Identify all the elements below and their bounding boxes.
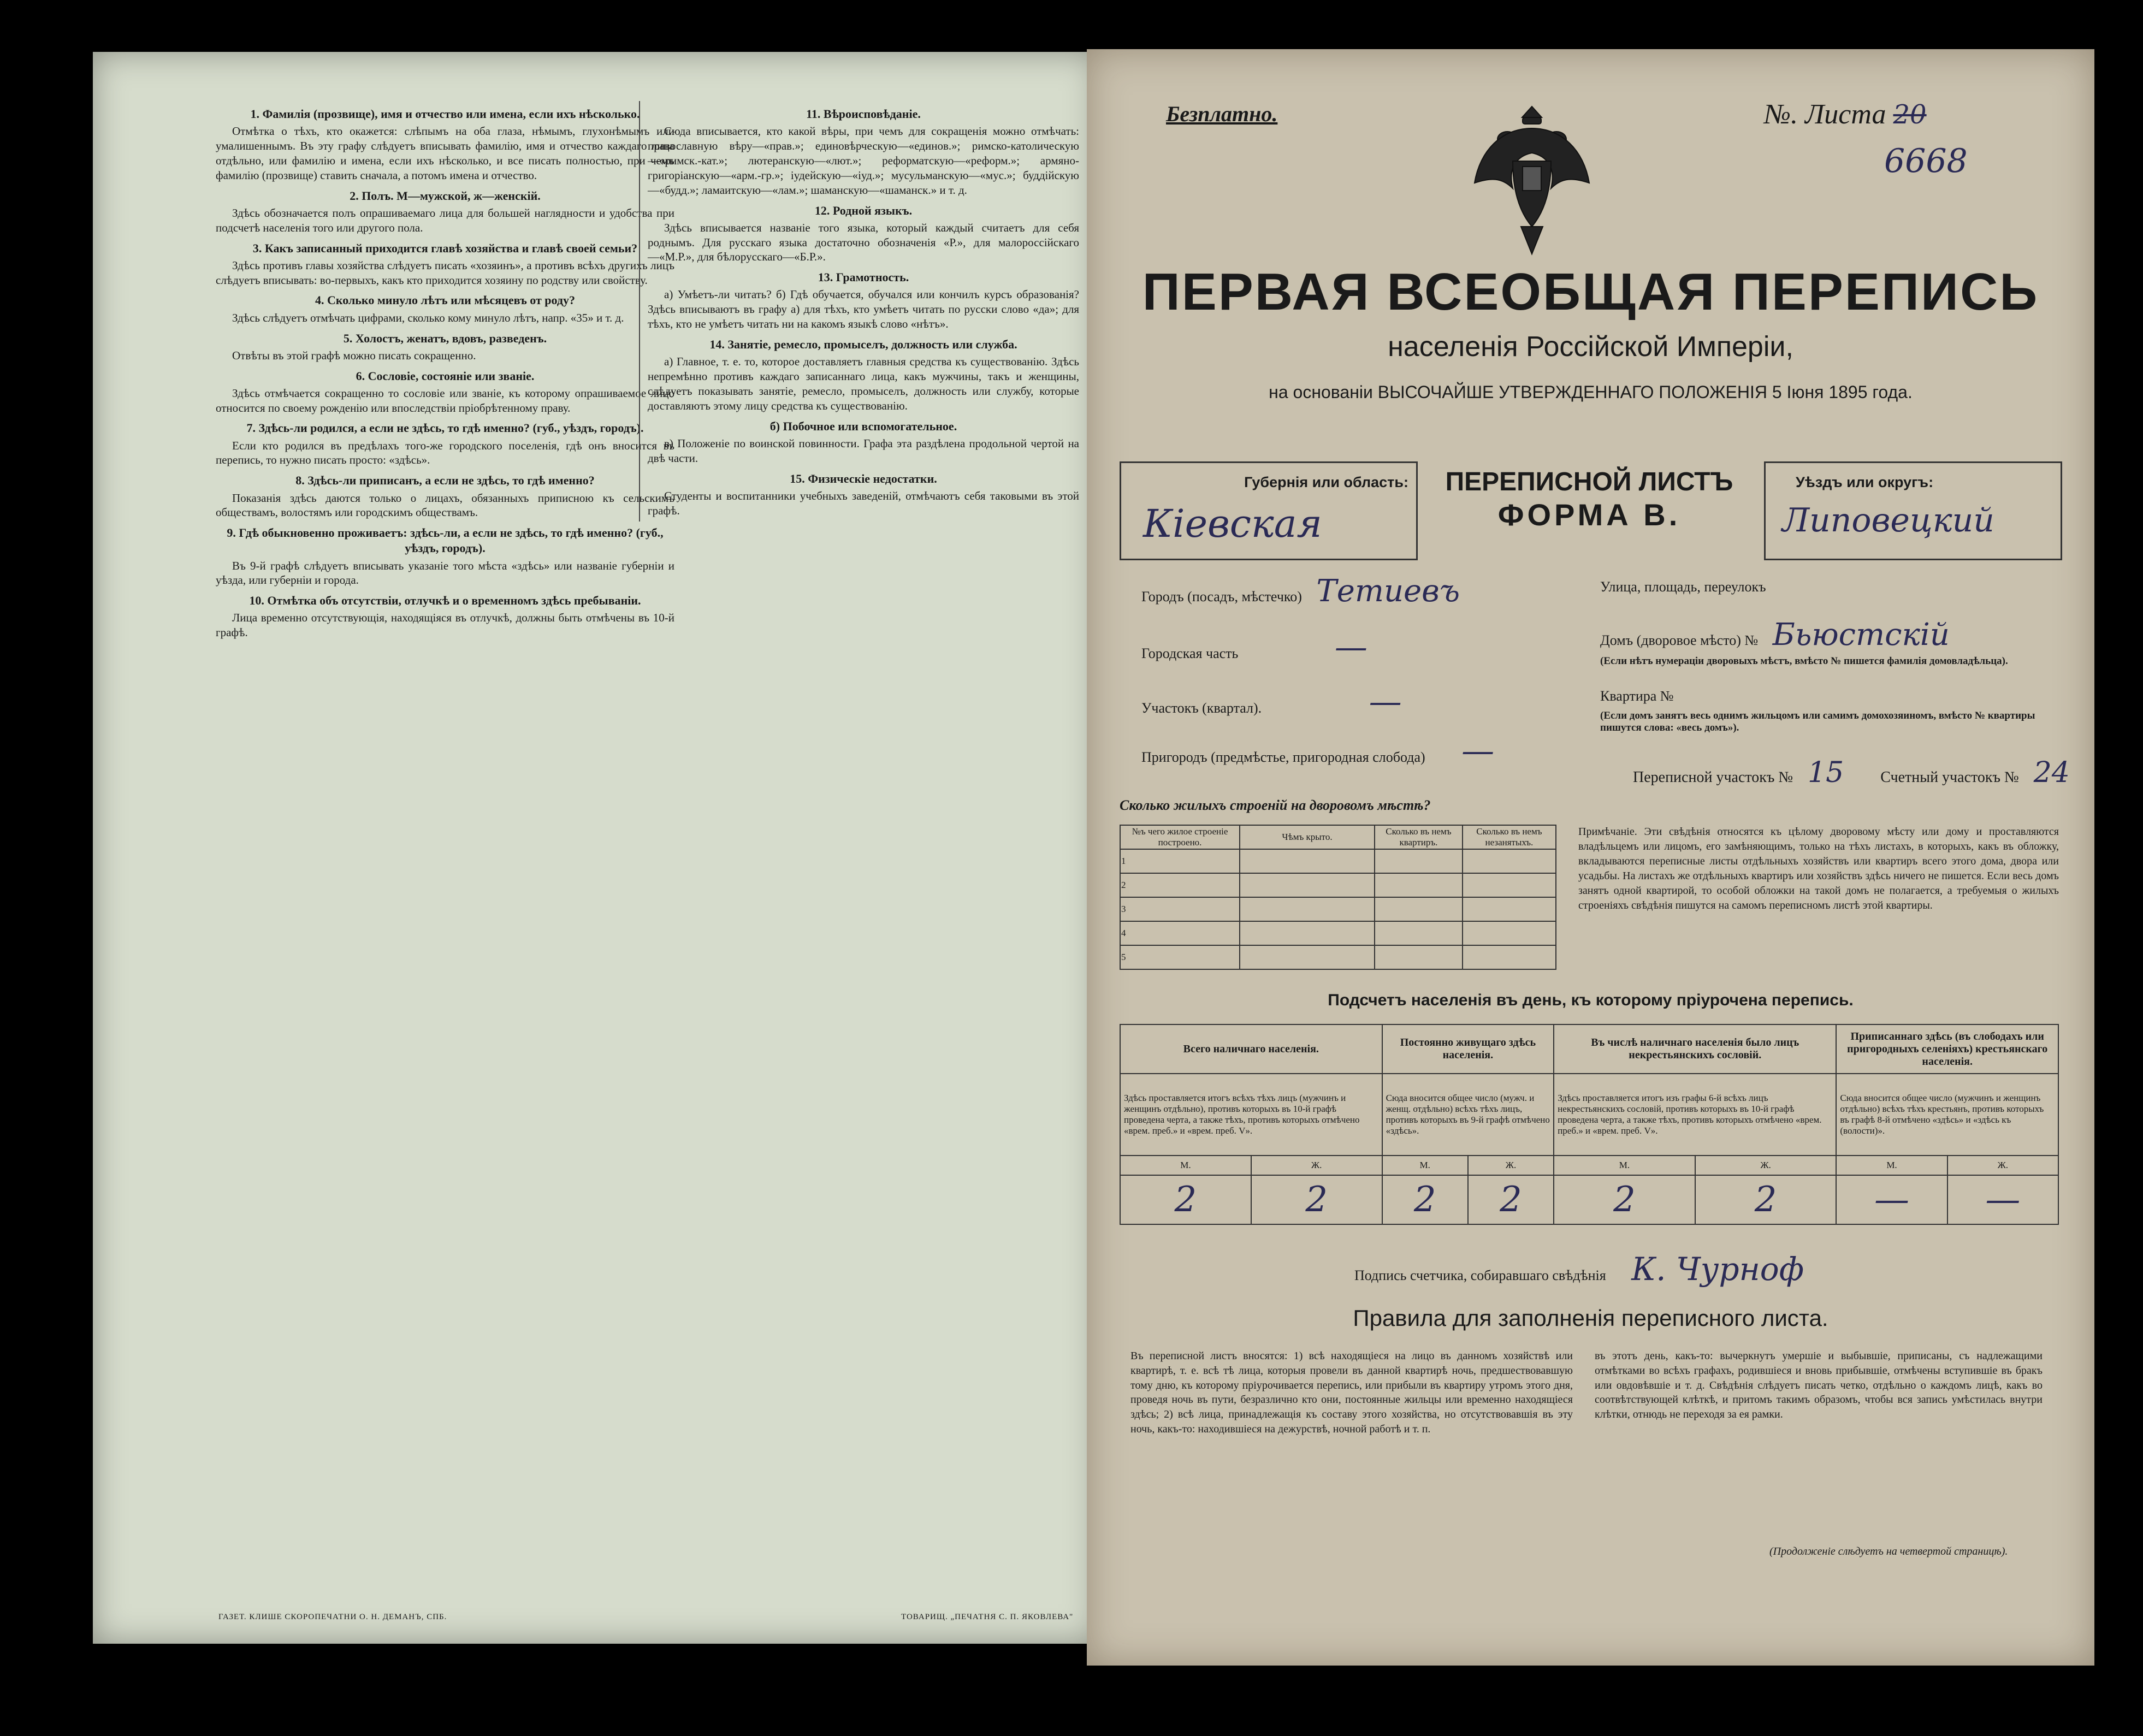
section-text: Здѣсь слѣдуетъ отмѣчать цифрами, сколько кому минуло лѣтъ, напр. «35» и т. д.	[232, 311, 624, 324]
table-cell	[1375, 921, 1463, 945]
section-text: Лица временно отсутствующія, находящіяся въ отлучкѣ, должны быть отмѣчены въ 10-й графѣ.	[216, 611, 674, 639]
section-14b	[648, 419, 1079, 466]
table-cell	[1240, 849, 1375, 873]
uezd-label: Уѣздъ или округъ:	[1796, 474, 1934, 490]
rules-title: Правила для заполненія переписного листа.	[1353, 1305, 1828, 1331]
sex-header-cell: Ж.	[1695, 1156, 1837, 1175]
section-heading: 11. Вѣроисповѣданіе.	[806, 107, 921, 121]
tally-note-cell: Сюда вносится общее число (мужч. и женщ. отдѣльно) всѣхъ тѣхъ лицъ, противъ которыхъ въ 9-й графѣ отмѣчено «здѣсь».	[1382, 1074, 1554, 1156]
table-header-cell: Сколько въ немъ квартиръ.	[1375, 825, 1463, 849]
city-field	[1141, 573, 1460, 609]
table-header-row	[1120, 825, 1556, 849]
section-4	[216, 293, 674, 325]
section-2	[216, 188, 674, 235]
section-heading: 12. Родной языкъ.	[814, 203, 913, 217]
section-heading: 10. Отмѣтка объ отсутствіи, отлучкѣ и о временномъ здѣсь пребываніи.	[249, 594, 641, 608]
tally-note-cell: Здѣсь проставляется итогъ всѣхъ тѣхъ лицъ (мужчинъ и женщинъ отдѣльно), противъ которыхъ въ 10-й графѣ проведена черта, а также тѣхъ, противъ которыхъ отмѣчено «врем. преб.» и «врем. преб. V».	[1120, 1074, 1382, 1156]
section-text: Сюда вписывается, кто какой вѣры, при чемъ для сокращенія можно отмѣчать: православную вѣру—«прав.»; единовѣрческую—«единов.»; римско-католическую—«римск.-кат.»; лютеранскую—«лют.»; реформатскую—«реформ.»; армяно-григоріанскую—«арм.-гр.»; іудейскую—«іуд.»; мусульманскую—«мус.»; буддійскую—«будд.»; ламаитскую—«лам.»; шаманскую—«шаманск.» и т. д.	[648, 125, 1079, 197]
suburb-value: —	[1461, 732, 1495, 770]
rules-text-right: въ этотъ день, какъ-то: вычеркнутъ умершіе и выбывшіе, приписаны, съ надлежащими отмѣтками во всѣхъ графахъ, родившіеся и вновь прибывшіе, отмѣчены вступившіе въ бракъ или овдовѣвшіе и т. д. Свѣдѣнія слѣдуетъ писать четко, отдѣльно о каждомъ лицѣ, какъ во соотвѣтствующей клѣткѣ, и притомъ такимъ образомъ, чтобы вся запись умѣстилась внутри клѣтки, отнюдь не переходя за ея рамки.	[1595, 1350, 2043, 1421]
section-heading: 7. Здѣсь-ли родился, а если не здѣсь, то гдѣ именно? (губ., уѣздъ, городъ).	[246, 421, 644, 435]
tally-sex-row	[1120, 1156, 2058, 1175]
table-cell	[1375, 873, 1463, 897]
tally-note-cell: Сюда вносится общее число (мужчинъ и женщинъ отдѣльно) всѣхъ тѣхъ крестьянъ, противъ которыхъ въ графѣ 8-й отмѣчено «здѣсь» и «здѣсь къ (волости)».	[1836, 1074, 2058, 1156]
continued-note: (Продолженіе слѣдуетъ на четвертой страницѣ).	[1769, 1545, 2008, 1557]
section-heading: 15. Физическіе недостатки.	[790, 471, 937, 485]
buildings-question: Сколько жилыхъ строеній на дворовомъ мѣстѣ?	[1120, 797, 1431, 813]
tally-value-cell: 2	[1382, 1175, 1468, 1224]
form-header	[1414, 461, 1764, 557]
section-text: а) Умѣетъ-ли читать? б) Гдѣ обучается, обучался или кончилъ курсъ образованія? Здѣсь вписываютъ въ графу а) для тѣхъ, кто умѣетъ читать по русски слово «да»; для тѣхъ, кто не умѣетъ читать ни на какомъ языкѣ слово «нѣтъ».	[648, 288, 1079, 331]
table-header-cell: Чѣмъ крыто.	[1240, 825, 1375, 849]
table-cell	[1240, 897, 1375, 921]
tally-value-cell: 2	[1695, 1175, 1837, 1224]
count-district-label: Счетный участокъ №	[1880, 769, 2019, 786]
free-label: Безплатно.	[1166, 102, 1278, 126]
tally-value-cell: 2	[1468, 1175, 1554, 1224]
sheet-number-label: №. Листа	[1764, 99, 1886, 130]
census-district-label: Переписной участокъ №	[1633, 769, 1793, 786]
suburb-field	[1141, 732, 1494, 770]
sex-header-cell: Ж.	[1947, 1156, 2058, 1175]
table-cell	[1463, 921, 1556, 945]
census-district-value: 15	[1808, 756, 1844, 789]
tally-title: Подсчетъ населенія въ день, къ которому пріурочена перепись.	[1328, 991, 1854, 1009]
street-label: Улица, площадь, переулокъ	[1600, 579, 1766, 595]
section-label: Участокъ (квартал).	[1141, 700, 1262, 716]
sex-header-cell: М.	[1120, 1156, 1251, 1175]
table-cell	[1375, 897, 1463, 921]
row-number: 1	[1120, 849, 1240, 873]
tally-header-cell: Всего наличнаго населенія.	[1120, 1024, 1382, 1074]
section-heading: б) Побочное или вспомогательное.	[769, 419, 957, 433]
section-heading: 13. Грамотность.	[818, 270, 909, 285]
section-text: Здѣсь отмѣчается сокращенно то сословіе или званіе, къ которому опрашиваемое лицо относится по своему рожденію или впоследствіи пріобрѣтенному праву.	[216, 386, 674, 414]
section-5	[216, 331, 674, 363]
section-heading: 3. Какъ записанный приходится главѣ хозяйства и главѣ своей семьи?	[252, 241, 638, 255]
tally-value-cell: 2	[1554, 1175, 1695, 1224]
printer-imprint-left: ГАЗЕТ. КЛИШЕ СКОРОПЕЧАТНИ О. Н. ДЕМАНЪ, СПБ.	[218, 1613, 447, 1621]
tally-value-cell: —	[1836, 1175, 1947, 1224]
tally-header-cell: Постоянно живущаго здѣсь населенія.	[1382, 1024, 1554, 1074]
sheet-number-handwritten: 6668	[1884, 142, 1968, 180]
count-district-value: 24	[2033, 756, 2070, 789]
house-note: (Если нѣтъ нумераціи дворовыхъ мѣстъ, вмѣсто № пишется фамилія домовладѣльца).	[1600, 655, 2008, 667]
tally-values-row	[1120, 1175, 2058, 1224]
section-11	[648, 106, 1079, 198]
row-number: 5	[1120, 945, 1240, 969]
tally-notes-row	[1120, 1074, 2058, 1156]
section-field	[1141, 683, 1402, 721]
section-9	[216, 525, 674, 588]
sex-header-cell: Ж.	[1468, 1156, 1554, 1175]
section-8	[216, 473, 674, 520]
sex-header-cell: М.	[1836, 1156, 1947, 1175]
gubernia-label: Губернія или область:	[1244, 474, 1408, 490]
section-14	[648, 337, 1079, 413]
section-heading: 2. Полъ. М—мужской, ж—женскій.	[350, 188, 541, 203]
buildings-table	[1120, 825, 1556, 970]
section-12	[648, 203, 1079, 265]
street-field	[1600, 579, 1766, 595]
section-text: Если кто родился въ предѣлахъ того-же городского поселенія, гдѣ онъ вносится въ перепись, то нужно писать просто: «здѣсь».	[216, 439, 674, 467]
city-part-field	[1141, 628, 1368, 666]
tally-value-cell: —	[1947, 1175, 2058, 1224]
signature-value: К. Чурноф	[1631, 1251, 1804, 1288]
tally-note-cell: Здѣсь проставляется итогъ изъ графы 6-й всѣхъ лицъ некрестьянскихъ сословій, противъ которыхъ въ 10-й графѣ проведена черта, а также тѣхъ, противъ которыхъ отмѣчено «врем. преб.» и «врем. преб. V».	[1554, 1074, 1836, 1156]
sex-header-cell: Ж.	[1251, 1156, 1382, 1175]
signature-field	[1354, 1251, 1804, 1288]
section-6	[216, 369, 674, 416]
instructions-column-2	[639, 101, 1079, 522]
sex-header-cell: М.	[1554, 1156, 1695, 1175]
section-heading: 6. Сословіе, состояніе или званіе.	[356, 369, 535, 383]
section-heading: 14. Занятіе, ремесло, промыселъ, должность или служба.	[709, 337, 1017, 352]
table-row	[1120, 945, 1556, 969]
apartment-label: Квартира №	[1600, 688, 1674, 704]
house-value: Бьюстскій	[1772, 617, 1950, 653]
buildings-note: Примѣчаніе. Эти свѣдѣнія относятся къ цѣлому дворовому мѣсту или дому и проставляются владѣльцемъ или лицомъ, его замѣняющимъ, только на тѣхъ листахъ, в которыхъ, какъ въ обложку, вкладываются переписные листы отдѣльныхъ хозяйствъ или квартиръ всего этого дома, двора или усадьбы. На листахъ же отдѣльныхъ квартиръ или хозяйствъ здѣсь ничего не пишется. Если весь домъ занятъ одной квартирой, то особой обложки на такой домъ не полагается, а требуемыя о жилыхъ строеніяхъ свѣдѣнія пишутся на самомъ переписномъ листѣ этой квартиры.	[1578, 826, 2059, 911]
section-value: —	[1369, 683, 1402, 721]
row-number: 3	[1120, 897, 1240, 921]
signature-label: Подпись счетчика, собиравшаго свѣдѣнія	[1354, 1267, 1606, 1283]
section-1	[216, 106, 674, 183]
sheet-number-value: 20	[1893, 99, 1927, 130]
section-10	[216, 593, 674, 640]
section-text: Показанія здѣсь даются только о лицахъ, обязанныхъ приписною къ сельскимъ обществамъ, волостямъ или городскимъ обществамъ.	[216, 491, 674, 519]
suburb-label: Пригородъ (предмѣстье, пригородная слобода)	[1141, 749, 1425, 765]
sex-header-cell: М.	[1382, 1156, 1468, 1175]
apartment-note: (Если домъ занятъ весь однимъ жильцомъ или самимъ домохозяиномъ, вмѣсто № квартиры пишутся слова: «весь домъ»).	[1600, 710, 2035, 733]
section-text: Отмѣтка о тѣхъ, кто окажется: слѣпымъ на оба глаза, нѣмымъ, глухонѣмымъ или умалишеннымъ. Въ эту графу слѣдуетъ вписывать фамилію, имя и отчество каждаго лица отдѣльно, или фамилію и имена, если ихъ нѣсколько, и все писать полностью, при чемъ фамилію (прозвище) ставить сначала, а потомъ имена и отчество.	[216, 125, 674, 182]
table-cell	[1463, 945, 1556, 969]
row-number: 2	[1120, 873, 1240, 897]
house-field	[1600, 617, 1950, 653]
table-cell	[1240, 921, 1375, 945]
section-text: Студенты и воспитанники учебныхъ заведеній, отмѣчаютъ себя таковыми въ этой графѣ.	[648, 489, 1079, 517]
section-heading: 1. Фамилія (прозвище), имя и отчество или имена, если ихъ нѣсколько.	[250, 107, 640, 121]
section-7	[216, 420, 674, 467]
table-row	[1120, 849, 1556, 873]
tally-value-cell: 2	[1120, 1175, 1251, 1224]
section-text: Здѣсь вписывается названіе того языка, который каждый считаетъ для себя роднымъ. Для русскаго языка достаточно обозначенія «Р.», для малороссійскаго—«М.Р.», для бѣлорусскаго—«Б.Р.».	[648, 221, 1079, 264]
census-subtitle: населенія Россійской Имперіи,	[1388, 331, 1793, 363]
table-cell	[1463, 849, 1556, 873]
right-page	[1087, 49, 2094, 1666]
city-label: Городъ (посадъ, мѣстечко)	[1141, 589, 1302, 605]
apartment-field	[1600, 688, 1674, 704]
city-part-value: —	[1334, 628, 1368, 666]
census-district-field	[1633, 756, 2070, 789]
tally-header-cell: Приписаннаго здѣсь (въ слободахъ или пригородныхъ селеніяхъ) крестьянскаго населенія.	[1836, 1024, 2058, 1074]
section-heading: 8. Здѣсь-ли приписанъ, а если не здѣсь, то гдѣ именно?	[295, 473, 595, 488]
tally-header-row	[1120, 1024, 2058, 1074]
table-cell	[1375, 849, 1463, 873]
section-text: Отвѣты въ этой графѣ можно писать сокращенно.	[232, 348, 476, 362]
section-text: а) Главное, т. е. то, которое доставляетъ главныя средства къ существованію. Здѣсь непремѣнно противъ каждаго записаннаго лица, какъ мужчины, такъ и женщины, слѣдуетъ показывать занятіе, ремесло, промыселъ, должность или службу, которые доставляютъ этому лицу средства къ существованію.	[648, 355, 1079, 412]
census-title: ПЕРВАЯ ВСЕОБЩАЯ ПЕРЕПИСЬ	[1142, 263, 2039, 321]
census-decree: на основаніи ВЫСОЧАЙШЕ УТВЕРЖДЕННАГО ПОЛОЖЕНІЯ 5 Іюня 1895 года.	[1269, 382, 1913, 402]
section-heading: 9. Гдѣ обыкновенно проживаетъ: здѣсь-ли, а если не здѣсь, то гдѣ именно? (губ., уѣздъ, городъ).	[227, 526, 664, 555]
form-title: ПЕРЕПИСНОЙ ЛИСТЪ	[1445, 467, 1733, 496]
imperial-eagle-emblem	[1469, 96, 1595, 259]
gubernia-value: Кіевская	[1143, 501, 1322, 546]
section-heading: 4. Сколько минуло лѣтъ или мѣсяцевъ от роду?	[315, 293, 576, 307]
rules-text-left: Въ переписной листъ вносятся: 1) всѣ находящіеся на лицо въ данномъ хозяйствѣ или квартирѣ, т. е. всѣ тѣ лица, которыя провели въ данной квартирѣ ночь, предшествовавшую тому дню, къ которому пріурочивается перепись, или прибыли въ квартиру утромъ этого дня, проведя ночь въ пути, безразлично кто они, постоянные жильцы или временно находящіеся здѣсь; 2) всѣ лица, принадлежащія къ составу этого хозяйства, но отсутствовавшія въ эту ночь, какъ-то: находившіеся на дежурствѣ, ночной работѣ и т. п.	[1130, 1350, 1573, 1435]
sheet-number	[1764, 98, 1927, 131]
section-3	[216, 241, 674, 288]
left-page	[93, 52, 1098, 1644]
gubernia-box	[1120, 461, 1418, 560]
uezd-box	[1764, 461, 2062, 560]
instructions-column-1	[216, 101, 674, 643]
section-text: в) Положеніе по воинской повинности. Графа эта раздѣлена продольной чертой на двѣ части.	[648, 436, 1079, 465]
table-header-cell: Сколько въ немъ незанятыхъ.	[1463, 825, 1556, 849]
table-cell	[1240, 945, 1375, 969]
table-cell	[1463, 897, 1556, 921]
city-value: Тетиевъ	[1316, 573, 1460, 609]
printer-imprint-right: ТОВАРИЩ. „ПЕЧАТНЯ С. П. ЯКОВЛЕВА"	[901, 1613, 1074, 1621]
section-text: Въ 9-й графѣ слѣдуетъ вписывать указаніе того мѣста «здѣсь» или названіе губерніи и уѣзда, или губерніи и города.	[216, 559, 674, 587]
section-heading: 5. Холостъ, женатъ, вдовъ, разведенъ.	[343, 331, 547, 345]
tally-header-cell: Въ числѣ наличнаго населенія было лицъ некрестьянскихъ сословій.	[1554, 1024, 1836, 1074]
table-cell	[1240, 873, 1375, 897]
table-row	[1120, 873, 1556, 897]
table-cell	[1375, 945, 1463, 969]
house-label: Домъ (дворовое мѣсто) №	[1600, 632, 1759, 648]
table-cell	[1463, 873, 1556, 897]
tally-value-cell: 2	[1251, 1175, 1382, 1224]
table-row	[1120, 921, 1556, 945]
city-part-label: Городская часть	[1141, 645, 1239, 661]
form-subtitle: ФОРМА В.	[1497, 497, 1681, 532]
tally-table	[1120, 1024, 2059, 1225]
section-text: Здѣсь обозначается полъ опрашиваемаго лица для большей наглядности и удобства при подсчетѣ населенія того или другого пола.	[216, 206, 674, 234]
table-header-cell: №ъ чего жилое строеніе построено.	[1120, 825, 1240, 849]
table-row	[1120, 897, 1556, 921]
section-15	[648, 471, 1079, 518]
section-text: Здѣсь противъ главы хозяйства слѣдуетъ писать «хозяинъ», а противъ всѣхъ другихъ лицъ слѣдуетъ вписывать: во-первыхъ, какъ кто приходится хозяину по родству или свойству.	[216, 258, 674, 287]
row-number: 4	[1120, 921, 1240, 945]
section-13	[648, 270, 1079, 331]
uezd-value: Липовецкий	[1782, 501, 1994, 540]
